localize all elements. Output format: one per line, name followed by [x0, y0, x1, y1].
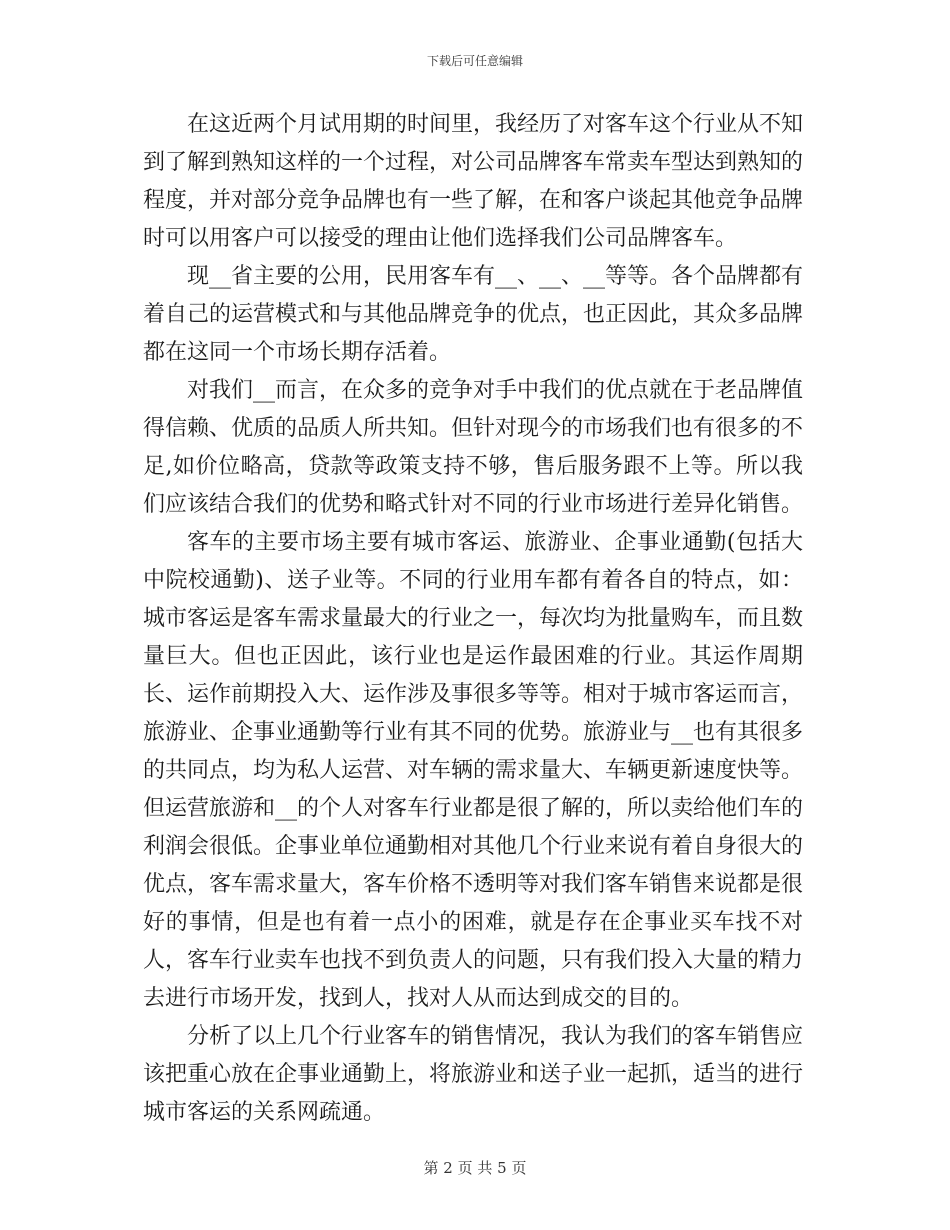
document-body: [143, 106, 803, 1132]
page-header: 下载后可任意编辑: [426, 54, 523, 68]
paragraph-advantages: 对我们__而言，在众多的竞争对手中我们的优点就在于老品牌值得信赖、优质的品质人所共知。但针对现今的市场我们也有很多的不足,如价位略高，贷款等政策支持不够，售后服务跟不上等。所以我们应该结合我们的优势和略式针对不同的行业市场进行差异化销售。: [143, 378, 804, 517]
paragraph-trial-period: 在这近两个月试用期的时间里，我经历了对客车这个行业从不知到了解到熟知这样的一个过程，对公司品牌客车常卖车型达到熟知的程度，并对部分竞争品牌也有一些了解，在和客户谈起其他竞争品牌时可以用客户可以接受的理由让他们选择我们公司品牌客车。: [143, 112, 804, 251]
paragraph-conclusion: 分析了以上几个行业客车的销售情况，我认为我们的客车销售应该把重心放在企事业通勤上，将旅游业和送子业一起抓，适当的进行城市客运的关系网疏通。: [143, 1024, 804, 1125]
paragraph-brands: 现__省主要的公用，民用客车有__、__、__等等。各个品牌都有着自己的运营模式和与其他品牌竞争的优点，也正因此，其众多品牌都在这同一个市场长期存活着。: [143, 264, 804, 365]
page-footer: 第 2 页 共 5 页: [423, 1159, 527, 1177]
paragraph-markets: 客车的主要市场主要有城市客运、旅游业、企事业通勤(包括大中院校通勤)、送子业等。不同的行业用车都有着各自的特点，如：城市客运是客车需求量最大的行业之一，每次均为批量购车，而且数量巨大。但也正因此，该行业也是运作最困难的行业。其运作周期长、运作前期投入大、运作涉及事很多等等。相对于城市客运而言，旅游业、企事业通勤等行业有其不同的优势。旅游业与__也有其很多的共同点，均为私人运营、对车辆的需求量大、车辆更新速度快等。但运营旅游和__的个人对客车行业都是很了解的，所以卖给他们车的利润会很低。企事业单位通勤相对其他几个行业来说有着自身很大的优点，客车需求量大，客车价格不透明等对我们客车销售来说都是很好的事情，但是也有着一点小的困难，就是存在企事业买车找不对人，客车行业卖车也找不到负责人的问题，只有我们投入大量的精力去进行市场开发，找到人，找对人从而达到成交的目的。: [143, 530, 804, 1011]
